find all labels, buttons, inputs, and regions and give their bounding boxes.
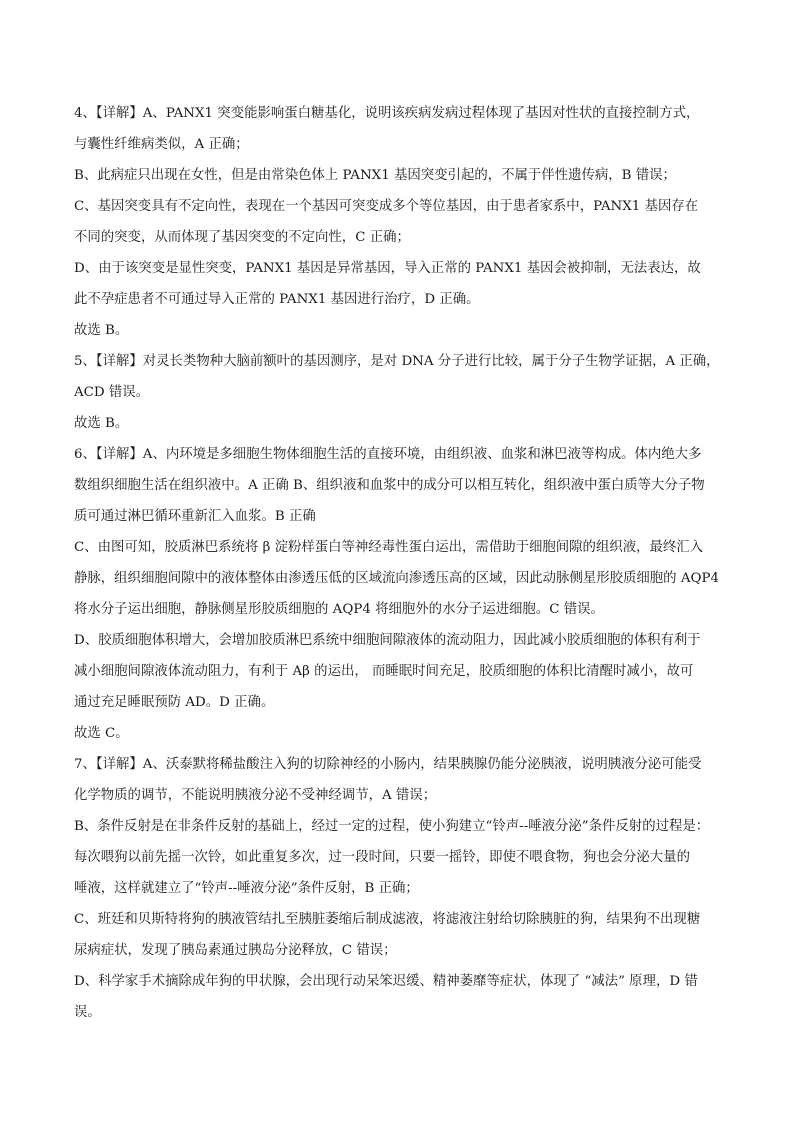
text-line: D、由于该突变是显性突变，PANX1 基因是异常基因，导入正常的 PANX1 基因会被抑制，无法表达，故 <box>74 261 701 276</box>
text-line: 尿病症状，发现了胰岛素通过胰岛分泌释放，C 错误； <box>74 943 397 958</box>
text-line: 6、【详解】A、内环境是多细胞生物体细胞生活的直接环境，由组织液、血浆和淋巴液等构成。体内绝大多 <box>74 447 702 462</box>
text-line: 将水分子运出细胞，静脉侧星形胶质细胞的 AQP4 将细胞外的水分子运进细胞。C 错误。 <box>74 602 604 617</box>
text-line: 唾液，这样就建立了“铃声--唾液分泌”条件反射，B 正确； <box>74 881 419 896</box>
text-line: C、班廷和贝斯特将狗的胰液管结扎至胰脏萎缩后制成滤液，将滤液注射给切除胰脏的狗，结果狗不出现糖 <box>74 912 701 927</box>
text-line: 化学物质的调节，不能说明胰液分泌不受神经调节，A 错误； <box>74 788 437 803</box>
answer-choice: 故选 B。 <box>74 323 129 338</box>
text-line: 减小细胞间隙液体流动阻力，有利于 Aβ 的运出， 而睡眠时间充足，胶质细胞的体积比清醒时减小，故可 <box>74 664 694 679</box>
text-line: C、基因突变具有不定向性，表现在一个基因可突变成多个等位基因，由于患者家系中，PANX1 基因存在 <box>74 199 699 214</box>
answer-4 <box>74 98 734 346</box>
text-line: 数组织细胞生活在组织液中。A 正确 B、组织液和血浆中的成分可以相互转化，组织液中蛋白质等大分子物 <box>74 478 705 493</box>
text-line: 静脉，组织细胞间隙中的液体整体由渗透压低的区域流向渗透压高的区域，因此动脉侧星形胶质细胞的 AQP4 <box>74 571 720 586</box>
text-line: B、条件反射是在非条件反射的基础上，经过一定的过程，使小狗建立“铃声--唾液分泌”条件反射的过程是： <box>74 819 710 834</box>
text-line: 每次喂狗以前先摇一次铃，如此重复多次，过一段时间，只要一摇铃，即使不喂食物，狗也会分泌大量的 <box>74 850 690 865</box>
text-line: D、胶质细胞体积增大，会增加胶质淋巴系统中细胞间隙液体的流动阻力，因此减小胶质细胞的体积有利于 <box>74 633 701 648</box>
text-line: C、由图可知，胶质淋巴系统将 β 淀粉样蛋白等神经毒性蛋白运出，需借助于细胞间隙的组织液，最终汇入 <box>74 540 704 555</box>
text-line: 7、【详解】A、沃泰默将稀盐酸注入狗的切除神经的小肠内，结果胰腺仍能分泌胰液，说明胰液分泌可能受 <box>74 757 702 772</box>
text-line: 通过充足睡眠预防 AD。D 正确。 <box>74 695 275 710</box>
text-line: 此不孕症患者不可通过导入正常的 PANX1 基因进行治疗，D 正确。 <box>74 292 480 307</box>
answer-5 <box>74 346 734 439</box>
text-line: 与囊性纤维病类似，A 正确； <box>74 137 249 152</box>
text-line: 不同的突变，从而体现了基因突变的不定向性，C 正确； <box>74 230 410 245</box>
answer-6 <box>74 439 734 749</box>
text-line: ACD 错误。 <box>74 385 150 400</box>
text-line: 质可通过淋巴循环重新汇入血浆。B 正确 <box>74 509 316 524</box>
answer-7 <box>74 749 734 1028</box>
text-line: 5、【详解】对灵长类物种大脑前额叶的基因测序，是对 DNA 分子进行比较，属于分子生物学证据，A 正确， <box>74 354 720 369</box>
text-line: B、此病症只出现在女性，但是由常染色体上 PANX1 基因突变引起的，不属于伴性遗传病，B 错误； <box>74 168 676 183</box>
answer-document <box>74 98 734 1028</box>
text-line: 误。 <box>74 1005 101 1020</box>
text-line: D、科学家手术摘除成年狗的甲状腺，会出现行动呆笨迟缓、精神萎靡等症状，体现了 “减法” 原理，D 错 <box>74 974 698 989</box>
text-line: 4、【详解】A、PANX1 突变能影响蛋白糖基化，说明该疾病发病过程体现了基因对性状的直接控制方式， <box>74 106 700 121</box>
answer-choice: 故选 B。 <box>74 416 129 431</box>
answer-choice: 故选 C。 <box>74 726 129 741</box>
